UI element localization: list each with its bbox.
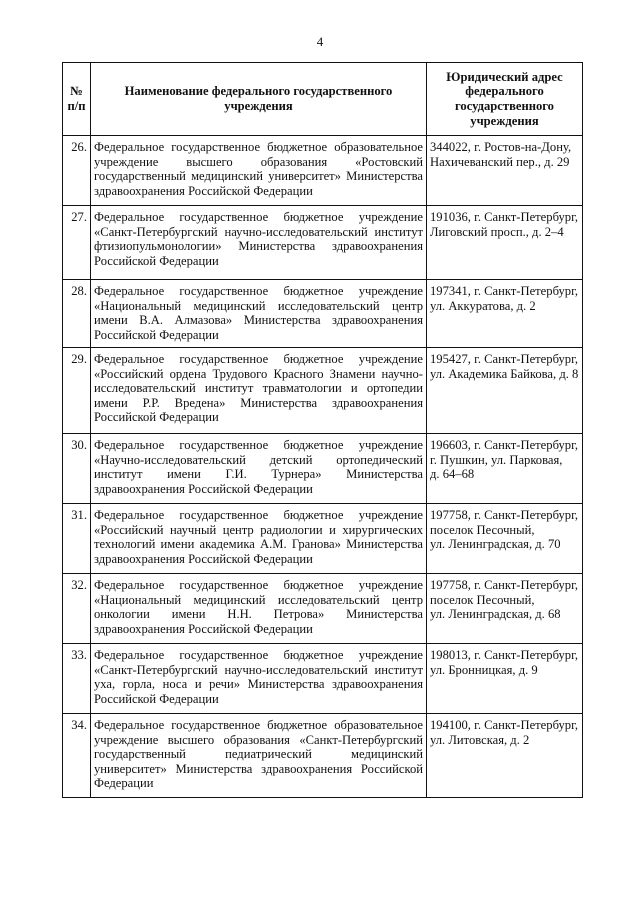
address-line: 196603, г. Санкт-Петербург, — [430, 438, 578, 452]
table-row — [63, 280, 583, 348]
table-row — [63, 206, 583, 280]
header-address: Юридический адрес федерального государственного учреждения — [427, 63, 583, 136]
institution-name: Федеральное государственное бюджетное учреждение «Национальный медицинский исследовательский центр онкологии имени Н.Н. Петрова» Министерства здравоохранения Российской Федерации — [91, 574, 427, 644]
institution-name: Федеральное государственное бюджетное образовательное учреждение высшего образования «Ростовский государственный медицинский университет» Министерства здравоохранения Российской Федерации — [91, 136, 427, 206]
row-number: 26. — [63, 136, 91, 206]
address-line: 197758, г. Санкт-Петербург, — [430, 578, 578, 592]
table-row — [63, 348, 583, 434]
institution-name: Федеральное государственное бюджетное учреждение «Санкт-Петербургский научно-исследовательский институт уха, горла, носа и речи» Министерства здравоохранения Российской Федерации — [91, 644, 427, 714]
table-row — [63, 504, 583, 574]
institution-name: Федеральное государственное бюджетное учреждение «Национальный медицинский исследовательский центр имени В.А. Алмазова» Министерства здравоохранения Российской Федерации — [91, 280, 427, 348]
page-number: 4 — [316, 34, 324, 49]
address-line: ул. Литовская, д. 2 — [430, 732, 530, 747]
table-row — [63, 714, 583, 798]
address-line: поселок Песочный, — [430, 522, 535, 537]
address-line: ул. Ленинградская, д. 68 — [430, 607, 561, 622]
address-line: г. Пушкин, ул. Парковая, — [430, 452, 563, 467]
institution-name: Федеральное государственное бюджетное учреждение «Российский научный центр радиологии и хирургических технологий имени академика А.М. Гранова» Министерства здравоохранения Российской Федерации — [91, 504, 427, 574]
institution-address — [427, 644, 583, 714]
institution-address — [427, 348, 583, 434]
row-number: 33. — [63, 644, 91, 714]
address-line: 197341, г. Санкт-Петербург, — [430, 284, 578, 298]
institution-address — [427, 434, 583, 504]
institution-address — [427, 206, 583, 280]
address-line: Лиговский просп., д. 2–4 — [430, 224, 564, 239]
row-number: 27. — [63, 206, 91, 280]
table-row — [63, 644, 583, 714]
address-line: поселок Песочный, — [430, 592, 535, 607]
header-num: № п/п — [63, 63, 91, 136]
row-number: 28. — [63, 280, 91, 348]
address-line: 195427, г. Санкт-Петербург, — [430, 352, 578, 366]
address-line: 197758, г. Санкт-Петербург, — [430, 508, 578, 522]
address-line: 194100, г. Санкт-Петербург, — [430, 718, 578, 732]
institution-name: Федеральное государственное бюджетное учреждение «Научно-исследовательский детский ортопедический институт имени Г.И. Турнера» Министерства здравоохранения Российской Федерации — [91, 434, 427, 504]
address-line: 344022, г. Ростов-на-Дону, — [430, 140, 572, 154]
institution-address — [427, 504, 583, 574]
address-line: д. 64–68 — [430, 467, 475, 482]
table-row — [63, 574, 583, 644]
address-line: ул. Академика Байкова, д. 8 — [430, 366, 579, 381]
address-line: ул. Ленинградская, д. 70 — [430, 537, 561, 552]
table-row — [63, 434, 583, 504]
table-header-row — [63, 63, 583, 136]
institution-name: Федеральное государственное бюджетное учреждение «Санкт-Петербургский научно-исследовательский институт фтизиопульмонологии» Министерства здравоохранения Российской Федерации — [91, 206, 427, 280]
address-line: ул. Бронницкая, д. 9 — [430, 662, 538, 677]
institution-address — [427, 280, 583, 348]
table-row — [63, 136, 583, 206]
address-line: ул. Аккуратова, д. 2 — [430, 298, 536, 313]
address-line: 198013, г. Санкт-Петербург, — [430, 648, 578, 662]
institution-address — [427, 136, 583, 206]
row-number: 30. — [63, 434, 91, 504]
institution-address — [427, 714, 583, 798]
row-number: 29. — [63, 348, 91, 434]
institutions-table — [62, 62, 583, 798]
address-line: 191036, г. Санкт-Петербург, — [430, 210, 578, 224]
row-number: 34. — [63, 714, 91, 798]
institution-name: Федеральное государственное бюджетное учреждение «Российский ордена Трудового Красного Знамени научно-исследовательский институт травматологии и ортопедии имени Р.Р. Вредена» Министерства здравоохранения Российской Федерации — [91, 348, 427, 434]
header-name: Наименование федерального государственного учреждения — [91, 63, 427, 136]
row-number: 31. — [63, 504, 91, 574]
institution-address — [427, 574, 583, 644]
row-number: 32. — [63, 574, 91, 644]
institution-name: Федеральное государственное бюджетное образовательное учреждение высшего образования «Санкт-Петербургский государственный педиатрический медицинский университет» Министерства здравоохранения Российской Федерации — [91, 714, 427, 798]
address-line: Нахичеванский пер., д. 29 — [430, 154, 570, 169]
